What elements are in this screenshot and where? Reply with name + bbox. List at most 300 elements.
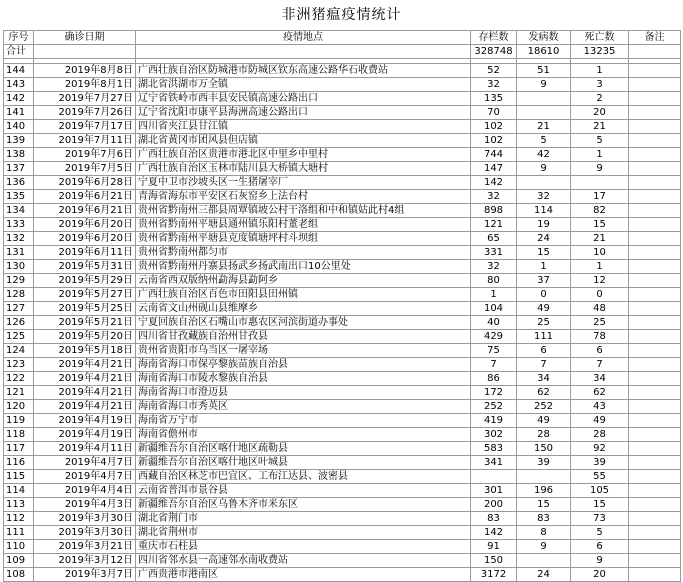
table-row <box>4 92 681 106</box>
cell-remarks[interactable] <box>629 78 681 92</box>
header-seq[interactable]: 序号 <box>4 31 34 45</box>
cell-stock[interactable]: 91 <box>471 540 517 554</box>
cell-seq[interactable]: 140 <box>4 120 34 134</box>
cell-stock[interactable]: 898 <box>471 204 517 218</box>
cell-dead[interactable]: 49 <box>571 414 629 428</box>
cell-stock[interactable]: 135 <box>471 92 517 106</box>
total-row <box>4 45 681 59</box>
cell-remarks[interactable] <box>629 64 681 78</box>
cell-stock[interactable]: 331 <box>471 246 517 260</box>
cell-sick[interactable]: 25 <box>517 316 571 330</box>
cell-dead[interactable]: 62 <box>571 386 629 400</box>
cell-location[interactable]: 四川省夹江县甘江镇 <box>136 120 471 134</box>
cell-date[interactable]: 2019年6月20日 <box>34 232 136 246</box>
cell-location[interactable]: 湖北省荆门市 <box>136 512 471 526</box>
header-row <box>4 31 681 45</box>
cell-seq[interactable]: 142 <box>4 92 34 106</box>
cell-date[interactable]: 2019年4月21日 <box>34 358 136 372</box>
cell-date[interactable]: 2019年5月27日 <box>34 288 136 302</box>
cell-seq[interactable]: 141 <box>4 106 34 120</box>
cell-seq[interactable]: 131 <box>4 246 34 260</box>
cell-seq[interactable]: 113 <box>4 498 34 512</box>
cell-date[interactable]: 2019年7月27日 <box>34 92 136 106</box>
cell-sick[interactable]: 9 <box>517 162 571 176</box>
cell-date[interactable]: 2019年4月3日 <box>34 498 136 512</box>
cell-remarks[interactable] <box>629 134 681 148</box>
cell-location[interactable]: 广西壮族自治区贵港市港北区中里乡中里村 <box>136 148 471 162</box>
cell-stock[interactable]: 102 <box>471 134 517 148</box>
cell-sick[interactable] <box>517 470 571 484</box>
cell-seq[interactable]: 120 <box>4 400 34 414</box>
cell-sick[interactable]: 15 <box>517 498 571 512</box>
cell-dead[interactable]: 0 <box>571 288 629 302</box>
cell-seq[interactable]: 111 <box>4 526 34 540</box>
cell-date[interactable]: 2019年4月11日 <box>34 442 136 456</box>
cell-date[interactable]: 2019年8月8日 <box>34 64 136 78</box>
cell-remarks[interactable] <box>629 162 681 176</box>
cell-location[interactable]: 海南省万宁市 <box>136 414 471 428</box>
cell-date[interactable]: 2019年4月21日 <box>34 386 136 400</box>
cell-seq[interactable]: 132 <box>4 232 34 246</box>
cell-date[interactable]: 2019年5月29日 <box>34 274 136 288</box>
cell-dead[interactable]: 15 <box>571 218 629 232</box>
cell-remarks[interactable] <box>629 358 681 372</box>
cell-dead[interactable]: 82 <box>571 204 629 218</box>
cell-location[interactable]: 云南省文山州砚山县维摩乡 <box>136 302 471 316</box>
cell-date[interactable]: 2019年3月12日 <box>34 554 136 568</box>
cell-date[interactable]: 2019年3月30日 <box>34 512 136 526</box>
cell-remarks[interactable] <box>629 386 681 400</box>
cell-seq[interactable]: 116 <box>4 456 34 470</box>
cell-seq[interactable]: 123 <box>4 358 34 372</box>
cell-dead[interactable]: 6 <box>571 344 629 358</box>
cell-location[interactable]: 宁夏中卫市沙坡头区一生猪屠宰厂 <box>136 176 471 190</box>
cell-remarks[interactable] <box>629 344 681 358</box>
cell-dead[interactable]: 25 <box>571 316 629 330</box>
table-row <box>4 120 681 134</box>
cell-dead[interactable]: 21 <box>571 120 629 134</box>
cell-stock[interactable]: 150 <box>471 554 517 568</box>
cell-remarks[interactable] <box>629 260 681 274</box>
cell-dead[interactable]: 6 <box>571 540 629 554</box>
cell-date[interactable]: 2019年5月20日 <box>34 330 136 344</box>
cell-dead[interactable]: 7 <box>571 358 629 372</box>
cell-date[interactable]: 2019年6月11日 <box>34 246 136 260</box>
cell-seq[interactable]: 124 <box>4 344 34 358</box>
cell-location[interactable]: 海南省海口市保亭黎族苗族自治县 <box>136 358 471 372</box>
cell-date[interactable]: 2019年5月21日 <box>34 316 136 330</box>
cell-remarks[interactable] <box>629 204 681 218</box>
header-remarks[interactable]: 备注 <box>629 31 681 45</box>
cell-date[interactable]: 2019年4月19日 <box>34 428 136 442</box>
cell-remarks[interactable] <box>629 274 681 288</box>
cell-sick[interactable]: 1 <box>517 260 571 274</box>
total-remarks-cell[interactable] <box>629 45 681 59</box>
cell-remarks[interactable] <box>629 442 681 456</box>
cell-sick[interactable]: 19 <box>517 218 571 232</box>
cell-sick[interactable]: 6 <box>517 344 571 358</box>
cell-location[interactable]: 广西壮族自治区防城港市防城区钦东高速公路华石收费站 <box>136 64 471 78</box>
cell-seq[interactable]: 144 <box>4 64 34 78</box>
cell-location[interactable]: 海南省海口市秀英区 <box>136 400 471 414</box>
cell-location[interactable]: 西藏自治区林芝市巴宜区、工布江达县、波密县 <box>136 470 471 484</box>
cell-remarks[interactable] <box>629 568 681 582</box>
table-row <box>4 372 681 386</box>
table-row <box>4 148 681 162</box>
cell-sick[interactable]: 15 <box>517 246 571 260</box>
cell-remarks[interactable] <box>629 456 681 470</box>
cell-seq[interactable]: 134 <box>4 204 34 218</box>
cell-sick[interactable]: 114 <box>517 204 571 218</box>
cell-seq[interactable]: 127 <box>4 302 34 316</box>
cell-location[interactable]: 辽宁省铁岭市西丰县安民镇高速公路出口 <box>136 92 471 106</box>
cell-stock[interactable]: 32 <box>471 190 517 204</box>
cell-stock[interactable]: 200 <box>471 498 517 512</box>
cell-dead[interactable]: 43 <box>571 400 629 414</box>
cell-date[interactable]: 2019年5月25日 <box>34 302 136 316</box>
cell-stock[interactable]: 102 <box>471 120 517 134</box>
cell-sick[interactable]: 49 <box>517 414 571 428</box>
cell-seq[interactable]: 117 <box>4 442 34 456</box>
cell-seq[interactable]: 122 <box>4 372 34 386</box>
table-row <box>4 512 681 526</box>
cell-remarks[interactable] <box>629 540 681 554</box>
cell-date[interactable]: 2019年6月20日 <box>34 218 136 232</box>
cell-stock[interactable]: 341 <box>471 456 517 470</box>
table-row <box>4 274 681 288</box>
header-sick[interactable]: 发病数 <box>517 31 571 45</box>
cell-seq[interactable]: 108 <box>4 568 34 582</box>
cell-remarks[interactable] <box>629 190 681 204</box>
cell-stock[interactable]: 252 <box>471 400 517 414</box>
cell-seq[interactable]: 133 <box>4 218 34 232</box>
cell-seq[interactable]: 112 <box>4 512 34 526</box>
cell-sick[interactable]: 42 <box>517 148 571 162</box>
cell-dead[interactable]: 20 <box>571 106 629 120</box>
cell-location[interactable]: 新疆维吾尔自治区喀什地区疏勒县 <box>136 442 471 456</box>
cell-dead[interactable]: 73 <box>571 512 629 526</box>
table-row <box>4 526 681 540</box>
cell-dead[interactable]: 9 <box>571 162 629 176</box>
cell-seq[interactable]: 125 <box>4 330 34 344</box>
cell-sick[interactable]: 7 <box>517 358 571 372</box>
cell-stock[interactable]: 142 <box>471 526 517 540</box>
total-stock[interactable]: 328748 <box>471 45 517 59</box>
table-row <box>4 302 681 316</box>
cell-dead[interactable]: 12 <box>571 274 629 288</box>
cell-remarks[interactable] <box>629 470 681 484</box>
table-row <box>4 330 681 344</box>
cell-sick[interactable]: 24 <box>517 568 571 582</box>
cell-remarks[interactable] <box>629 526 681 540</box>
cell-sick[interactable]: 37 <box>517 274 571 288</box>
table-row <box>4 484 681 498</box>
cell-dead[interactable]: 20 <box>571 568 629 582</box>
cell-seq[interactable]: 139 <box>4 134 34 148</box>
header-date[interactable]: 确诊日期 <box>34 31 136 45</box>
cell-sick[interactable]: 39 <box>517 456 571 470</box>
cell-dead[interactable]: 17 <box>571 190 629 204</box>
cell-remarks[interactable] <box>629 302 681 316</box>
cell-stock[interactable]: 301 <box>471 484 517 498</box>
cell-date[interactable]: 2019年4月7日 <box>34 470 136 484</box>
cell-remarks[interactable] <box>629 92 681 106</box>
table-row <box>4 498 681 512</box>
cell-dead[interactable]: 1 <box>571 64 629 78</box>
cell-remarks[interactable] <box>629 372 681 386</box>
cell-seq[interactable]: 109 <box>4 554 34 568</box>
cell-stock[interactable]: 429 <box>471 330 517 344</box>
table-row <box>4 386 681 400</box>
cell-location[interactable]: 四川省邻水县一高速邻水南收费站 <box>136 554 471 568</box>
cell-date[interactable]: 2019年4月21日 <box>34 400 136 414</box>
cell-date[interactable]: 2019年7月26日 <box>34 106 136 120</box>
cell-location[interactable]: 湖北省黄冈市团风县但店镇 <box>136 134 471 148</box>
cell-stock[interactable]: 7 <box>471 358 517 372</box>
cell-seq[interactable]: 137 <box>4 162 34 176</box>
cell-remarks[interactable] <box>629 106 681 120</box>
cell-sick[interactable]: 28 <box>517 428 571 442</box>
cell-stock[interactable]: 302 <box>471 428 517 442</box>
cell-date[interactable]: 2019年3月7日 <box>34 568 136 582</box>
cell-date[interactable]: 2019年5月31日 <box>34 260 136 274</box>
cell-dead[interactable]: 2 <box>571 92 629 106</box>
cell-remarks[interactable] <box>629 148 681 162</box>
table-row <box>4 64 681 78</box>
cell-stock[interactable]: 40 <box>471 316 517 330</box>
cell-location[interactable]: 新疆维吾尔自治区乌鲁木齐市米东区 <box>136 498 471 512</box>
cell-remarks[interactable] <box>629 176 681 190</box>
cell-remarks[interactable] <box>629 498 681 512</box>
cell-location[interactable]: 云南省西双版纳州勐海县勐阿乡 <box>136 274 471 288</box>
cell-date[interactable]: 2019年6月28日 <box>34 176 136 190</box>
cell-date[interactable]: 2019年3月21日 <box>34 540 136 554</box>
cell-sick[interactable] <box>517 176 571 190</box>
cell-location[interactable]: 贵州省黔南州平塘县通州镇乐阳村董老组 <box>136 218 471 232</box>
cell-dead[interactable]: 5 <box>571 526 629 540</box>
cell-seq[interactable]: 135 <box>4 190 34 204</box>
cell-date[interactable]: 2019年4月7日 <box>34 456 136 470</box>
header-location[interactable]: 疫情地点 <box>136 31 471 45</box>
cell-dead[interactable]: 10 <box>571 246 629 260</box>
cell-location[interactable]: 广西壮族自治区百色市田阳县田州镇 <box>136 288 471 302</box>
cell-sick[interactable]: 5 <box>517 134 571 148</box>
cell-sick[interactable]: 252 <box>517 400 571 414</box>
cell-date[interactable]: 2019年3月30日 <box>34 526 136 540</box>
cell-date[interactable]: 2019年7月11日 <box>34 134 136 148</box>
cell-remarks[interactable] <box>629 484 681 498</box>
cell-location[interactable]: 青海省海东市平安区石灰窑乡上法台村 <box>136 190 471 204</box>
cell-stock[interactable]: 32 <box>471 78 517 92</box>
total-location-cell[interactable] <box>136 45 471 59</box>
header-stock[interactable]: 存栏数 <box>471 31 517 45</box>
cell-remarks[interactable] <box>629 120 681 134</box>
cell-sick[interactable]: 51 <box>517 64 571 78</box>
cell-date[interactable]: 2019年6月21日 <box>34 190 136 204</box>
cell-sick[interactable]: 83 <box>517 512 571 526</box>
cell-sick[interactable]: 32 <box>517 190 571 204</box>
table-row <box>4 204 681 218</box>
cell-dead[interactable]: 34 <box>571 372 629 386</box>
cell-stock[interactable]: 3172 <box>471 568 517 582</box>
cell-seq[interactable]: 143 <box>4 78 34 92</box>
cell-sick[interactable]: 111 <box>517 330 571 344</box>
cell-dead[interactable]: 55 <box>571 470 629 484</box>
cell-sick[interactable]: 8 <box>517 526 571 540</box>
cell-stock[interactable]: 32 <box>471 260 517 274</box>
cell-sick[interactable]: 24 <box>517 232 571 246</box>
cell-dead[interactable]: 92 <box>571 442 629 456</box>
total-sick[interactable]: 18610 <box>517 45 571 59</box>
total-date-cell[interactable] <box>34 45 136 59</box>
cell-stock[interactable]: 744 <box>471 148 517 162</box>
cell-date[interactable]: 2019年7月17日 <box>34 120 136 134</box>
cell-seq[interactable]: 126 <box>4 316 34 330</box>
cell-stock[interactable]: 65 <box>471 232 517 246</box>
cell-sick[interactable]: 49 <box>517 302 571 316</box>
cell-date[interactable]: 2019年8月1日 <box>34 78 136 92</box>
table-row <box>4 190 681 204</box>
cell-seq[interactable]: 110 <box>4 540 34 554</box>
cell-remarks[interactable] <box>629 316 681 330</box>
cell-dead[interactable]: 1 <box>571 260 629 274</box>
cell-stock[interactable]: 583 <box>471 442 517 456</box>
cell-sick[interactable]: 21 <box>517 120 571 134</box>
cell-date[interactable]: 2019年4月4日 <box>34 484 136 498</box>
cell-location[interactable]: 贵州省黔南州三都县周覃镇坡公村干洛组和中和镇姑此村4组 <box>136 204 471 218</box>
cell-stock[interactable]: 52 <box>471 64 517 78</box>
cell-stock[interactable]: 419 <box>471 414 517 428</box>
cell-stock[interactable]: 142 <box>471 176 517 190</box>
table-row <box>4 414 681 428</box>
cell-remarks[interactable] <box>629 400 681 414</box>
cell-seq[interactable]: 118 <box>4 428 34 442</box>
cell-seq[interactable]: 136 <box>4 176 34 190</box>
table-row <box>4 260 681 274</box>
cell-location[interactable]: 贵州省黔南州都匀市 <box>136 246 471 260</box>
cell-date[interactable]: 2019年7月6日 <box>34 148 136 162</box>
cell-remarks[interactable] <box>629 246 681 260</box>
cell-dead[interactable]: 3 <box>571 78 629 92</box>
cell-stock[interactable]: 104 <box>471 302 517 316</box>
cell-sick[interactable]: 196 <box>517 484 571 498</box>
cell-stock[interactable]: 70 <box>471 106 517 120</box>
cell-dead[interactable]: 21 <box>571 232 629 246</box>
cell-location[interactable]: 新疆维吾尔自治区喀什地区叶城县 <box>136 456 471 470</box>
table-row <box>4 400 681 414</box>
cell-location[interactable]: 辽宁省沈阳市康平县海洲高速公路出口 <box>136 106 471 120</box>
cell-location[interactable]: 重庆市石柱县 <box>136 540 471 554</box>
header-dead[interactable]: 死亡数 <box>571 31 629 45</box>
cell-remarks[interactable] <box>629 232 681 246</box>
cell-location[interactable]: 湖北省洪湖市万全镇 <box>136 78 471 92</box>
cell-remarks[interactable] <box>629 428 681 442</box>
cell-location[interactable]: 广西壮族自治区玉林市陆川县大桥镇大塘村 <box>136 162 471 176</box>
cell-remarks[interactable] <box>629 512 681 526</box>
cell-seq[interactable]: 138 <box>4 148 34 162</box>
cell-dead[interactable]: 15 <box>571 498 629 512</box>
cell-seq[interactable]: 130 <box>4 260 34 274</box>
cell-sick[interactable]: 0 <box>517 288 571 302</box>
table-row <box>4 554 681 568</box>
cell-location[interactable]: 海南省儋州市 <box>136 428 471 442</box>
cell-seq[interactable]: 129 <box>4 274 34 288</box>
outbreak-table <box>3 30 681 582</box>
cell-location[interactable]: 四川省甘孜藏族自治州甘孜县 <box>136 330 471 344</box>
cell-dead[interactable] <box>571 176 629 190</box>
cell-date[interactable]: 2019年5月18日 <box>34 344 136 358</box>
cell-remarks[interactable] <box>629 288 681 302</box>
cell-dead[interactable]: 48 <box>571 302 629 316</box>
cell-sick[interactable]: 62 <box>517 386 571 400</box>
cell-location[interactable]: 广西贵港市港南区 <box>136 568 471 582</box>
cell-date[interactable]: 2019年4月21日 <box>34 372 136 386</box>
cell-location[interactable]: 贵州省黔南州丹寨县扬武乡扬武南出口10公里处 <box>136 260 471 274</box>
cell-stock[interactable]: 83 <box>471 512 517 526</box>
cell-remarks[interactable] <box>629 554 681 568</box>
total-label[interactable]: 合计 <box>4 45 34 59</box>
cell-seq[interactable]: 115 <box>4 470 34 484</box>
cell-dead[interactable]: 1 <box>571 148 629 162</box>
cell-remarks[interactable] <box>629 330 681 344</box>
cell-sick[interactable] <box>517 92 571 106</box>
cell-location[interactable]: 海南省海口市澄迈县 <box>136 386 471 400</box>
cell-sick[interactable]: 9 <box>517 78 571 92</box>
cell-date[interactable]: 2019年6月21日 <box>34 204 136 218</box>
cell-sick[interactable]: 150 <box>517 442 571 456</box>
table-row <box>4 176 681 190</box>
cell-location[interactable]: 贵州省黔南州平塘县克度镇塘坪村斗坝组 <box>136 232 471 246</box>
cell-location[interactable]: 湖北省荆州市 <box>136 526 471 540</box>
cell-location[interactable]: 贵州省贵阳市乌当区一屠宰场 <box>136 344 471 358</box>
cell-stock[interactable]: 80 <box>471 274 517 288</box>
cell-date[interactable]: 2019年4月19日 <box>34 414 136 428</box>
table-row <box>4 428 681 442</box>
cell-seq[interactable]: 128 <box>4 288 34 302</box>
cell-stock[interactable] <box>471 470 517 484</box>
cell-remarks[interactable] <box>629 414 681 428</box>
cell-stock[interactable]: 121 <box>471 218 517 232</box>
cell-stock[interactable]: 1 <box>471 288 517 302</box>
cell-dead[interactable]: 9 <box>571 554 629 568</box>
cell-location[interactable]: 海南省海口市陵水黎族自治县 <box>136 372 471 386</box>
table-row <box>4 456 681 470</box>
cell-remarks[interactable] <box>629 218 681 232</box>
cell-sick[interactable]: 34 <box>517 372 571 386</box>
cell-dead[interactable]: 28 <box>571 428 629 442</box>
cell-dead[interactable]: 105 <box>571 484 629 498</box>
cell-dead[interactable]: 5 <box>571 134 629 148</box>
table-row <box>4 288 681 302</box>
total-dead[interactable]: 13235 <box>571 45 629 59</box>
cell-seq[interactable]: 119 <box>4 414 34 428</box>
cell-location[interactable]: 云南省普洱市景谷县 <box>136 484 471 498</box>
cell-date[interactable]: 2019年7月5日 <box>34 162 136 176</box>
cell-stock[interactable]: 147 <box>471 162 517 176</box>
cell-stock[interactable]: 172 <box>471 386 517 400</box>
cell-sick[interactable] <box>517 554 571 568</box>
cell-sick[interactable] <box>517 106 571 120</box>
cell-stock[interactable]: 86 <box>471 372 517 386</box>
cell-dead[interactable]: 78 <box>571 330 629 344</box>
sheet-title: 非洲猪瘟疫情统计 <box>281 7 402 23</box>
cell-dead[interactable]: 39 <box>571 456 629 470</box>
cell-seq[interactable]: 114 <box>4 484 34 498</box>
cell-seq[interactable]: 121 <box>4 386 34 400</box>
cell-sick[interactable]: 9 <box>517 540 571 554</box>
cell-stock[interactable]: 75 <box>471 344 517 358</box>
cell-location[interactable]: 宁夏回族自治区石嘴山市惠农区河滨街道办事处 <box>136 316 471 330</box>
